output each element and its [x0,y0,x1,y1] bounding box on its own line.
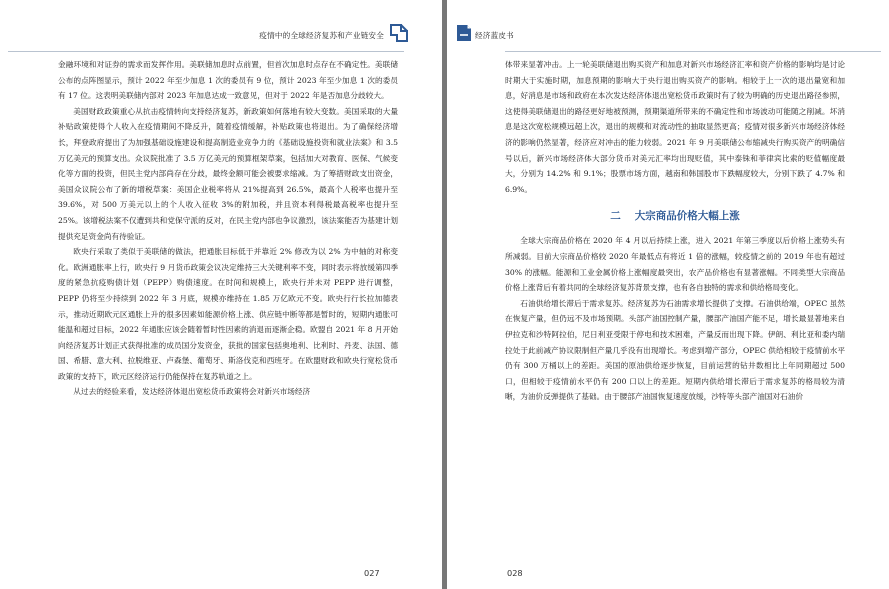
paragraph: 石油供给增长滞后于需求复苏。经济复苏为石油需求增长提供了支撑。石油供给端，OPEC 虽然在恢复产量，但仍远不及市场预期。头部产油国控制产量，腰部产油国产能不足，增长最显著地来自伊拉克和沙特阿拉伯，尼日利亚受限于停电和技术困难，产量反而出现下降。伊朗、利比亚和委内瑞拉处于此前减产协议限制但产量几乎没有出现增长。考虑到增产部分，OPEC 供给相较于疫情前水平仍有 300 万桶以上的差距。美国的原油供给逐步恢复，目前运营的钻井数相比上年同期超过 500 口，但相较于疫情前水平仍有 200 口以上的差距。短期内供给增长滞后于需求复苏的格局较为清晰，为油价反弹提供了基础。由于腰部产油国恢复速度放缓，沙特等头部产油国对石油价 [505,298,845,402]
header-rule [505,51,881,52]
paragraph: 全球大宗商品价格在 2020 年 4 月以后持续上涨，进入 2021 年第三季度以后价格上涨势头有所减弱。目前大宗商品价格较 2020 年最低点有将近 1 倍的涨幅，较疫情之前的 2019 年也有超过 30% 的涨幅。能源和工业金属价格上涨幅度最突出，农产品价格也有显著涨幅。不同类型大宗商品价格上涨背后有着共同的全球经济复苏背景支撑，也有各自独特的需求和供给格局变化。 [505,236,845,293]
section-title: 大宗商品价格大幅上涨 [634,210,740,223]
page-number: 028 [507,568,523,578]
page-body [505,57,845,405]
page-number: 027 [364,568,380,578]
right-page [447,0,889,589]
paragraph: 从过去的经验来看，发达经济体退出宽松货币政策将会对新兴市场经济 [73,387,311,397]
section-heading [505,203,845,229]
running-header: 疫情中的全球经济复苏和产业链安全 [259,31,384,40]
paragraph: 美国财政政策重心从抗击疫情转向支持经济复苏，新政策如何落地有较大变数。美国采取的大量补贴政策使得个人收入在疫情期间不降反升，随着疫情缓解，补贴政策也将退出。为了确保经济增长，拜登政府提出了为加强基础设施建设和提高制造业竞争力的《基础设施投资和就业法案》和 3.5 万亿美元的预算支出。众议院批准了 3.5 万亿美元的预算框架草案，包括加大对教育、医保、气候变化等方面的投资，但民主党内部尚存在分歧，最终金额可能会被要求缩减。为了筹措财政支出资金，美国众议院公布了新的增税草案：美国企业税率将从 21%提高到 26.5%，最高个人税率也提升至 39.6%，对 500 万美元以上的个人收入征收 3%的附加税，并且资本利得税最高税率也提升至 25%。该增税法案不仅遭到共和党保守派的反对，在民主党内部也争议激烈，该法案能否为基建计划提供充足资金尚有待验证。 [58,106,398,241]
book-logo-icon [388,22,410,44]
header-rule [8,51,404,52]
left-page [0,0,442,589]
paragraph: 体带来显著冲击。上一轮美联储退出购买资产和加息对新兴市场经济汇率和资产价格的影响均是讨论时期大于实施时期，加息预期的影响大于央行退出购买资产的影响。相较于上一次的退出量宽和加息，好消息是市场和政府在本次发达经济体退出宽松货币政策时有了较为明确的历史退出路径参照，这使得美联储退出的路径更好地被预测，预期渠道所带来的不确定性和市场波动可能随之削减。坏消息是这次宽松规模远超上次，退出的规模和对流动性的抽取显然更高；疫情对很多新兴市场经济体经济的影响仍然显著，经济应对冲击的能力较弱。2021 年 9 月美联储公布缩减央行购买资产的明确信号以后，新兴市场经济体大部分货币对美元汇率均出现贬值，其中泰铢和菲律宾比索的贬值幅度最大，分别为 14.2% 和 9.1%；股票市场方面，越南和韩国股市下跌幅度较大，分别下跌了 4.7% 和 6.9%。 [505,60,845,194]
page-body [58,57,398,400]
paragraph: 金融环境和对证券的需求而发挥作用。美联储加息时点前置，但首次加息时点存在不确定性。美联储公布的点阵图显示，预计 2022 年至少加息 1 次的委员有 9 位，预计 2023 年至少加息 1 次的委员有 17 位。这表明美联储内部对 2023 年加息达成一致意见，但对于 2022 年是否加息分歧较大。 [58,60,398,101]
section-number: 二 [610,210,621,223]
paragraph: 欧央行采取了类似于美联储的做法，把通胀目标低于并靠近 2% 修改为以 2% 为中轴的对称变化。欧洲通胀率上行，欧央行 9 月货币政策会议决定维持三大关键利率不变，同时表示将放缓第四季度的紧急抗疫购债计划（PEPP）购债速度。在时间和规模上，欧央行并未对 PEPP 进行调整，PEPP 仍将至少持续到 2022 年 3 月底，规模亦维持在 1.85 万亿欧元不变。欧央行行长拉加德表示，推动近期欧元区通胀上升的很多因素如能源价格上涨、供应链中断等都是暂时的，短期内通胀可能温和超过目标，2022 年通胀应该会随着暂时性因素的消退而逐渐企稳。欧盟自 2021 年 8 月开始向经济复苏计划正式获得批准的成员国分发资金，获批的国家包括奥地利、比利时、丹麦、法国、德国、希腊、意大利、拉脱维亚、卢森堡、葡萄牙、斯洛伐克和西班牙。在欧盟财政和欧央行宽松货币政策的支持下，欧元区经济运行仍能保持在复苏轨道之上。 [58,247,398,381]
running-header: 经济蓝皮书 [475,31,514,40]
book-logo-icon [453,22,475,44]
